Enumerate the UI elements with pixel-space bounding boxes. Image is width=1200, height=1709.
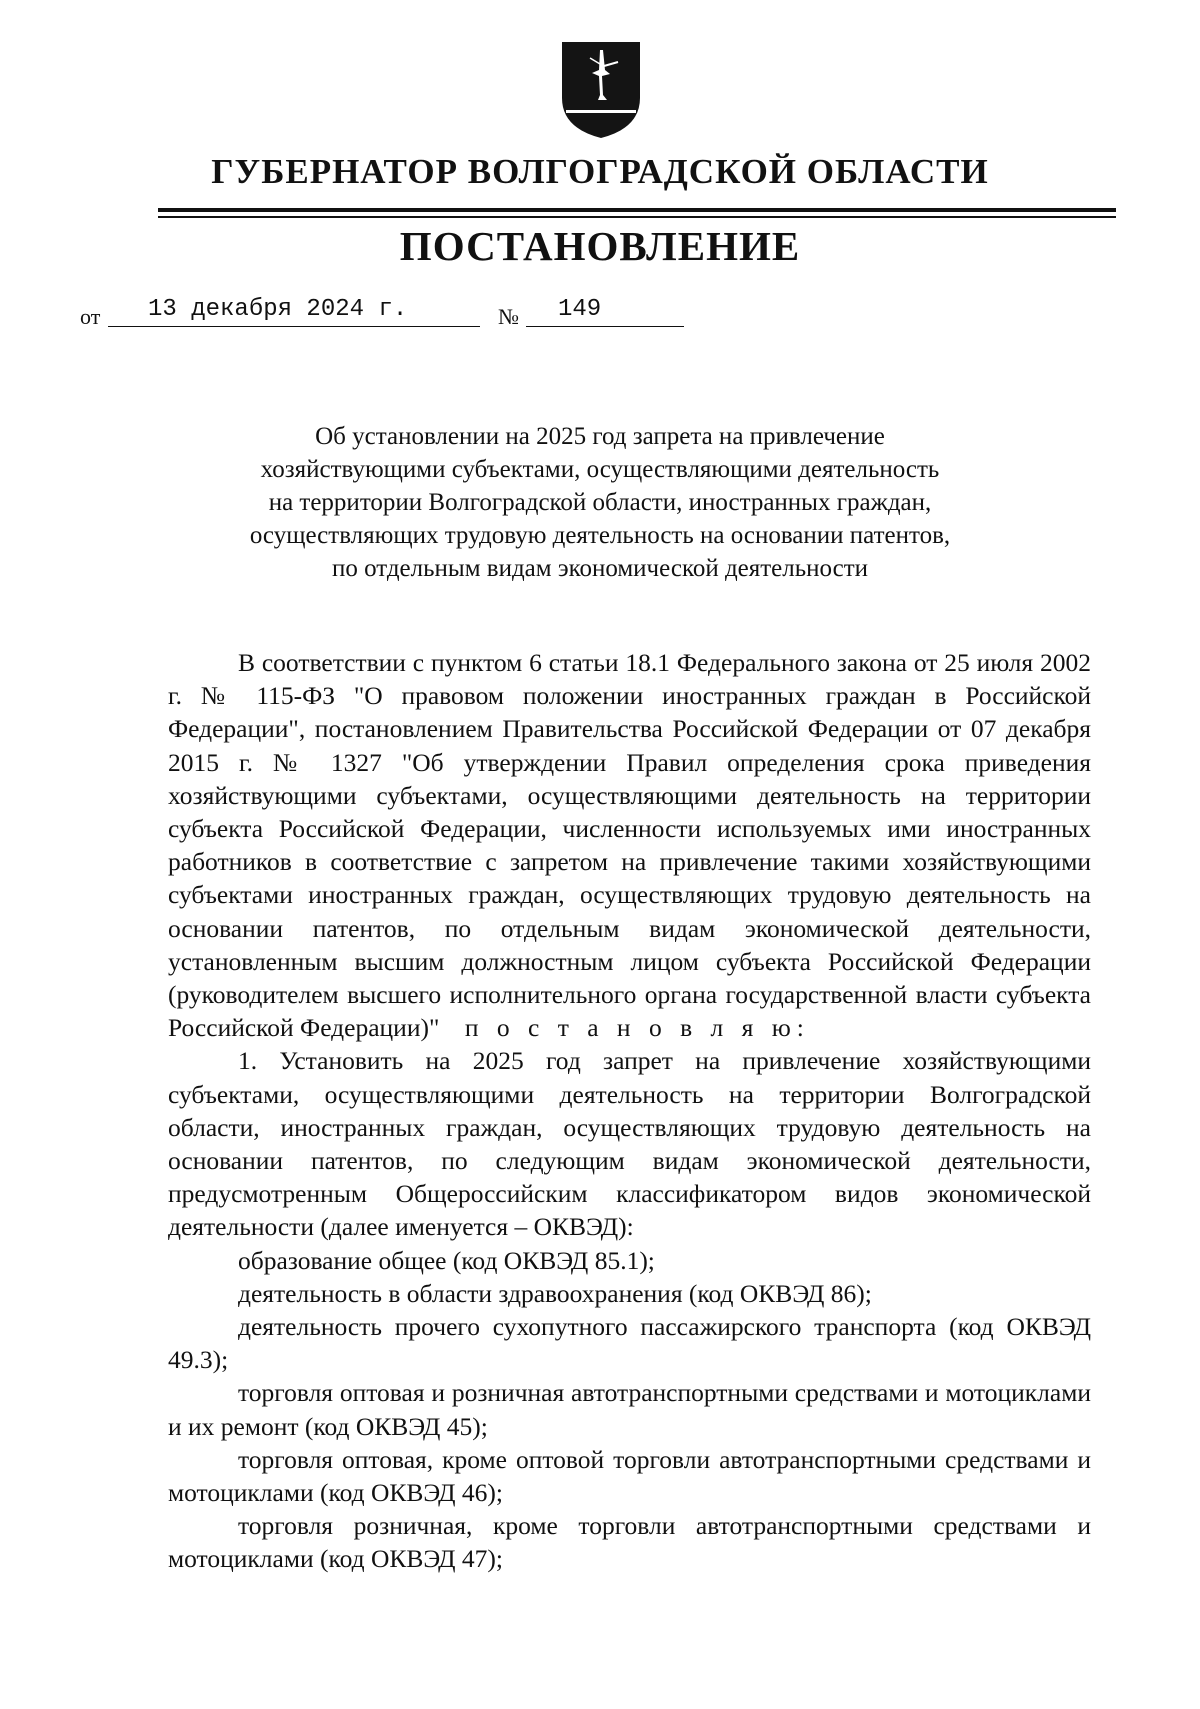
header-divider-thin (158, 216, 1116, 218)
title-line: на территории Волгоградской области, иностранных граждан, (268, 489, 932, 516)
activity-item: образование общее (код ОКВЭД 85.1); (238, 1245, 655, 1275)
date-label: от (80, 304, 101, 329)
activity-item: торговля оптовая, кроме оптовой торговли автотранспортными средствами и мотоциклами (код ОКВЭД 46); (168, 1444, 1091, 1508)
item-1-paragraph: 1. Установить на 2025 год запрет на привлечение хозяйствующими субъектами, осуществляющими деятельность на территории Волгоградской области, иностранных граждан, осуществляющих трудовую деятельность на основании патентов, по следующим видам экономической деятельности, предусмотренным Общероссийским классификатором видов экономической деятельности (далее именуется – ОКВЭД): (168, 1046, 1091, 1242)
activity-item: торговля оптовая и розничная автотранспортными средствами и мотоциклами и их ремонт (код ОКВЭД 45); (168, 1378, 1091, 1441)
resolve-word: п о с т а н о в л я ю: (464, 1013, 810, 1043)
date-underline (108, 326, 480, 327)
issuing-authority: ГУБЕРНАТОР ВОЛГОГРАДСКОЙ ОБЛАСТИ (211, 152, 989, 191)
title-line: хозяйствующими субъектами, осуществляющими деятельность (260, 456, 940, 483)
number-underline (526, 326, 684, 327)
header-divider-thick (158, 208, 1116, 212)
number-value: 149 (558, 296, 602, 323)
preamble-paragraph (168, 646, 1091, 1044)
number-label: № (498, 304, 519, 329)
preamble-text: В соответствии с пунктом 6 статьи 18.1 Федерального закона от 25 июля 2002 г. № 115-ФЗ "О правовом положении иностранных граждан в Российской Федерации", постановлением Правительства Российской Федерации от 07 декабря 2015 г. № 1327 "Об утверждении Правил определения срока приведения хозяйствующими субъектами, осуществляющими деятельность на территории субъекта Российской Федерации, численности используемых ими иностранных работников в соответствие с запретом на привлечение такими хозяйствующими субъектами иностранных граждан, осуществляющих трудовую деятельность на основании патентов, по отдельным видам экономической деятельности, установленным высшим должностным лицом субъекта Российской Федерации (руководителем высшего исполнительного органа государственной власти субъекта Российской Федерации)" (168, 648, 1091, 1043)
document-type: ПОСТАНОВЛЕНИЕ (399, 223, 801, 269)
date-value: 13 декабря 2024 г. (148, 296, 408, 323)
title-line: по отдельным видам экономической деятельности (331, 555, 869, 582)
document-body (168, 646, 1091, 1576)
title-line: Об установлении на 2025 год запрета на привлечение (315, 423, 885, 450)
activity-item: торговля розничная, кроме торговли автотранспортными средствами и мотоциклами (код ОКВЭД 47); (168, 1511, 1091, 1574)
title-line: осуществляющих трудовую деятельность на основании патентов, (249, 522, 951, 549)
document-title (200, 420, 1000, 585)
activity-item: деятельность в области здравоохранения (код ОКВЭД 86); (238, 1278, 872, 1308)
activity-item: деятельность прочего сухопутного пассажирского транспорта (код ОКВЭД 49.3); (168, 1312, 1091, 1375)
volgograd-coat-of-arms-icon (560, 40, 642, 140)
